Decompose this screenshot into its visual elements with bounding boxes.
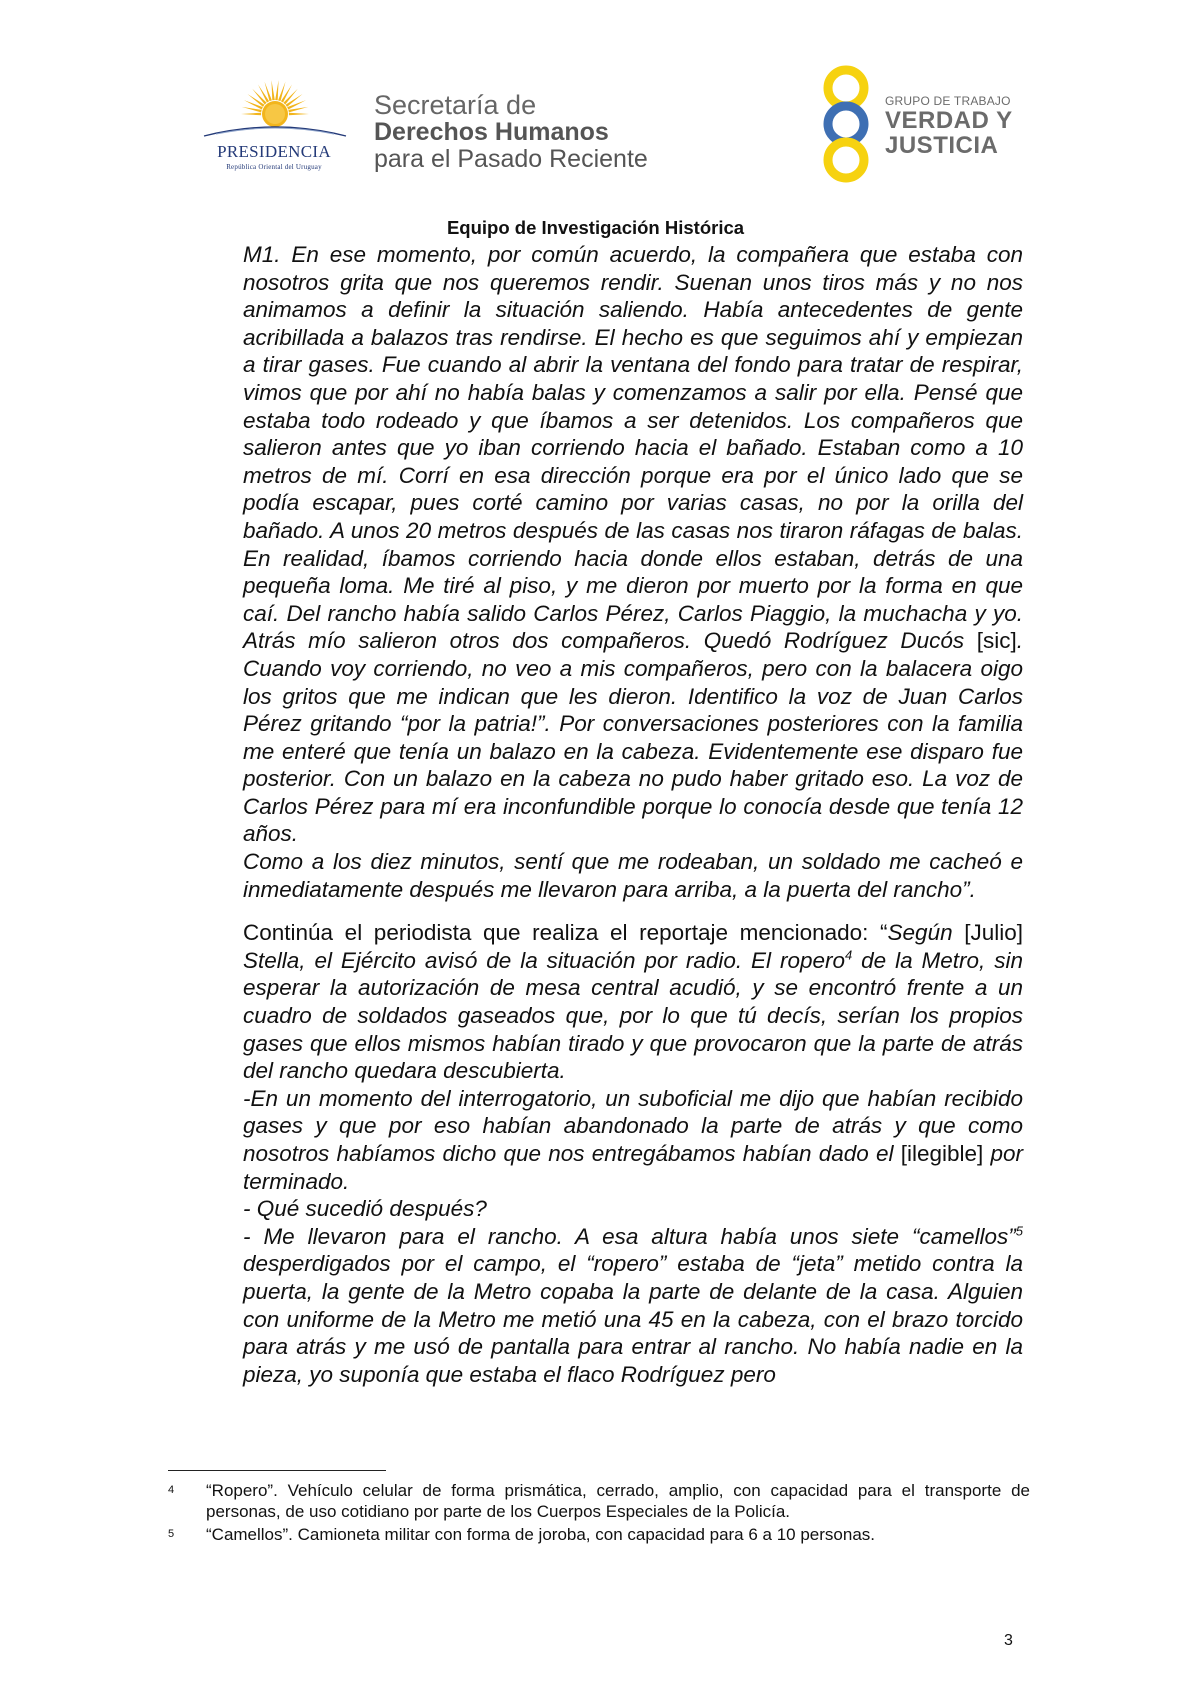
sun-ray xyxy=(275,80,278,100)
sun-ray xyxy=(289,113,309,116)
verdad-justicia-logo-text xyxy=(885,94,1013,158)
sun-ray xyxy=(271,80,274,100)
text-run: Continúa el periodista que realiza el reportaje mencionado: “ xyxy=(243,920,888,946)
gtvj-line-1: GRUPO DE TRABAJO xyxy=(885,94,1011,108)
paragraph-continuation xyxy=(243,919,1023,1085)
text-run: de la Metro, sin esperar la autorización de mesa central acudió, y se encontró frente a un cuadro de soldados gaseados que, por lo que tú decís, serían los propios gases que ellos mismos habían tirado y que provocaron que la parte de atrás del rancho quedara descubierta. xyxy=(243,947,1023,1084)
sun-ray xyxy=(241,113,261,116)
gtvj-line-2: VERDAD Y xyxy=(885,107,1013,134)
gtvj-line-3: JUSTICIA xyxy=(885,132,999,159)
footnote-ref-5: 5 xyxy=(1015,1223,1023,1239)
paragraph-testimony-1 xyxy=(243,241,1023,848)
secretaria-logo-text xyxy=(374,92,648,173)
secretaria-line-1: Secretaría de xyxy=(374,90,537,120)
footnote-number: 5 xyxy=(168,1528,175,1540)
secretaria-line-2: Derechos Humanos xyxy=(374,118,609,146)
text-run: por terminado. xyxy=(243,1141,1023,1194)
text-run: desperdigados por el campo, el “ropero” estaba de “jeta” metido contra la puerta, la gente de la Metro copaba la parte de delante de la casa. Alguien con uniforme de la Metro me metió una 45 en la cabeza, con el brazo torcido para atrás y me usó de pantalla para entrar al rancho. No había nadie en la pieza, yo suponía que estaba el flaco Rodríguez pero xyxy=(243,1251,1023,1387)
paragraph-answer xyxy=(243,1223,1023,1389)
paragraph-testimony-2: Como a los diez minutos, sentí que me rodeaban, un soldado me cacheó e inmediatamente después me llevaron para arriba, a la puerta del rancho”. xyxy=(243,849,1023,902)
footnote-5 xyxy=(168,1524,1030,1545)
document-title: Equipo de Investigación Histórica xyxy=(446,217,745,238)
sic-note: [sic] xyxy=(976,628,1017,654)
text-run: . Cuando voy corriendo, no veo a mis compañeros, pero con la balacera oigo los gritos que me indican que les dieron. Identifico la voz de Juan Carlos Pérez gritando “por la patria!”. Por conversaciones posteriores con la familia me enteré que tenía un balazo en la cabeza. Evidentemente ese disparo fue posterior. Con un balazo en la cabeza no pudo haber gritado eso. La voz de Carlos Pérez para mí era inconfundible porque lo conocía desde que tenía 12 años. xyxy=(243,628,1023,847)
page-number: 3 xyxy=(1004,1632,1013,1649)
verdad-justicia-logo-icon xyxy=(806,64,886,186)
footnote-text: “Camellos”. Camioneta militar con forma de joroba, con capacidad para 6 a 10 personas. xyxy=(206,1525,876,1544)
text-run: - Me llevaron para el rancho. A esa altura había unos siete “camellos” xyxy=(243,1223,1016,1249)
presidencia-title: PRESIDENCIA xyxy=(217,142,331,161)
secretaria-line-3: para el Pasado Reciente xyxy=(374,145,648,173)
editorial-insert: [Julio] xyxy=(964,920,1023,946)
footnote-number: 4 xyxy=(168,1484,175,1496)
text-run: M1. En ese momento, por común acuerdo, la compañera que estaba con nosotros grita que nos queremos rendir. Suenan unos tiros más y no nos animamos a definir la situación saliendo. Había antecedentes de gente acribillada a balazos tras rendirse. El hecho es que seguimos ahí y empiezan a tirar gases. Fue cuando al abrir la ventana del fondo para tratar de respirar, vimos que por ahí no había balas y comenzamos a salir por ella. Pensé que estaba todo rodeado y que íbamos a ser detenidos. Los compañeros que salieron antes que yo iban corriendo hacia el bañado. Estaban como a 10 metros de mí. Corrí en esa dirección porque era por el único lado que se podía escapar, pues corté camino por varias casas, no por la orilla del bañado. A unos 20 metros después de las casas nos tiraron ráfagas de balas. En realidad, íbamos corriendo hacia donde ellos estaban, detrás de una pequeña loma. Me tiré al piso, y me dieron por muerto por la forma en que caí. Del rancho había salido Carlos Pérez, Carlos Piaggio, la muchacha y yo. Atrás mío salieron otros dos compañeros. Quedó Rodríguez Ducós xyxy=(243,242,1023,654)
presidencia-subtitle: República Oriental del Uruguay xyxy=(226,163,322,171)
page-header xyxy=(0,0,1191,200)
footnote-separator xyxy=(168,1470,386,1471)
text-run: Stella, el Ejército avisó de la situación por radio. El ropero xyxy=(243,947,845,973)
footnote-ref-4: 4 xyxy=(845,947,853,963)
document-body xyxy=(243,241,1023,1388)
illegible-note: [ilegible] xyxy=(900,1141,984,1166)
paragraph-question: - Qué sucedió después? xyxy=(243,1196,487,1222)
footnote-4 xyxy=(168,1480,1030,1522)
footnote-text: “Ropero”. Vehículo celular de forma prismática, cerrado, amplio, con capacidad para el transporte de personas, de uso cotidiano por parte de los Cuerpos Especiales de la Policía. xyxy=(206,1481,1030,1521)
text-run: -En un momento del interrogatorio, un suboficial me dijo que habían recibido gases y que por eso habían abandonado la parte de atrás y que como nosotros habíamos dicho que nos entregábamos habían dado el xyxy=(243,1085,1023,1166)
text-run: Según xyxy=(887,920,965,946)
paragraph-interrogatorio xyxy=(243,1085,1023,1195)
